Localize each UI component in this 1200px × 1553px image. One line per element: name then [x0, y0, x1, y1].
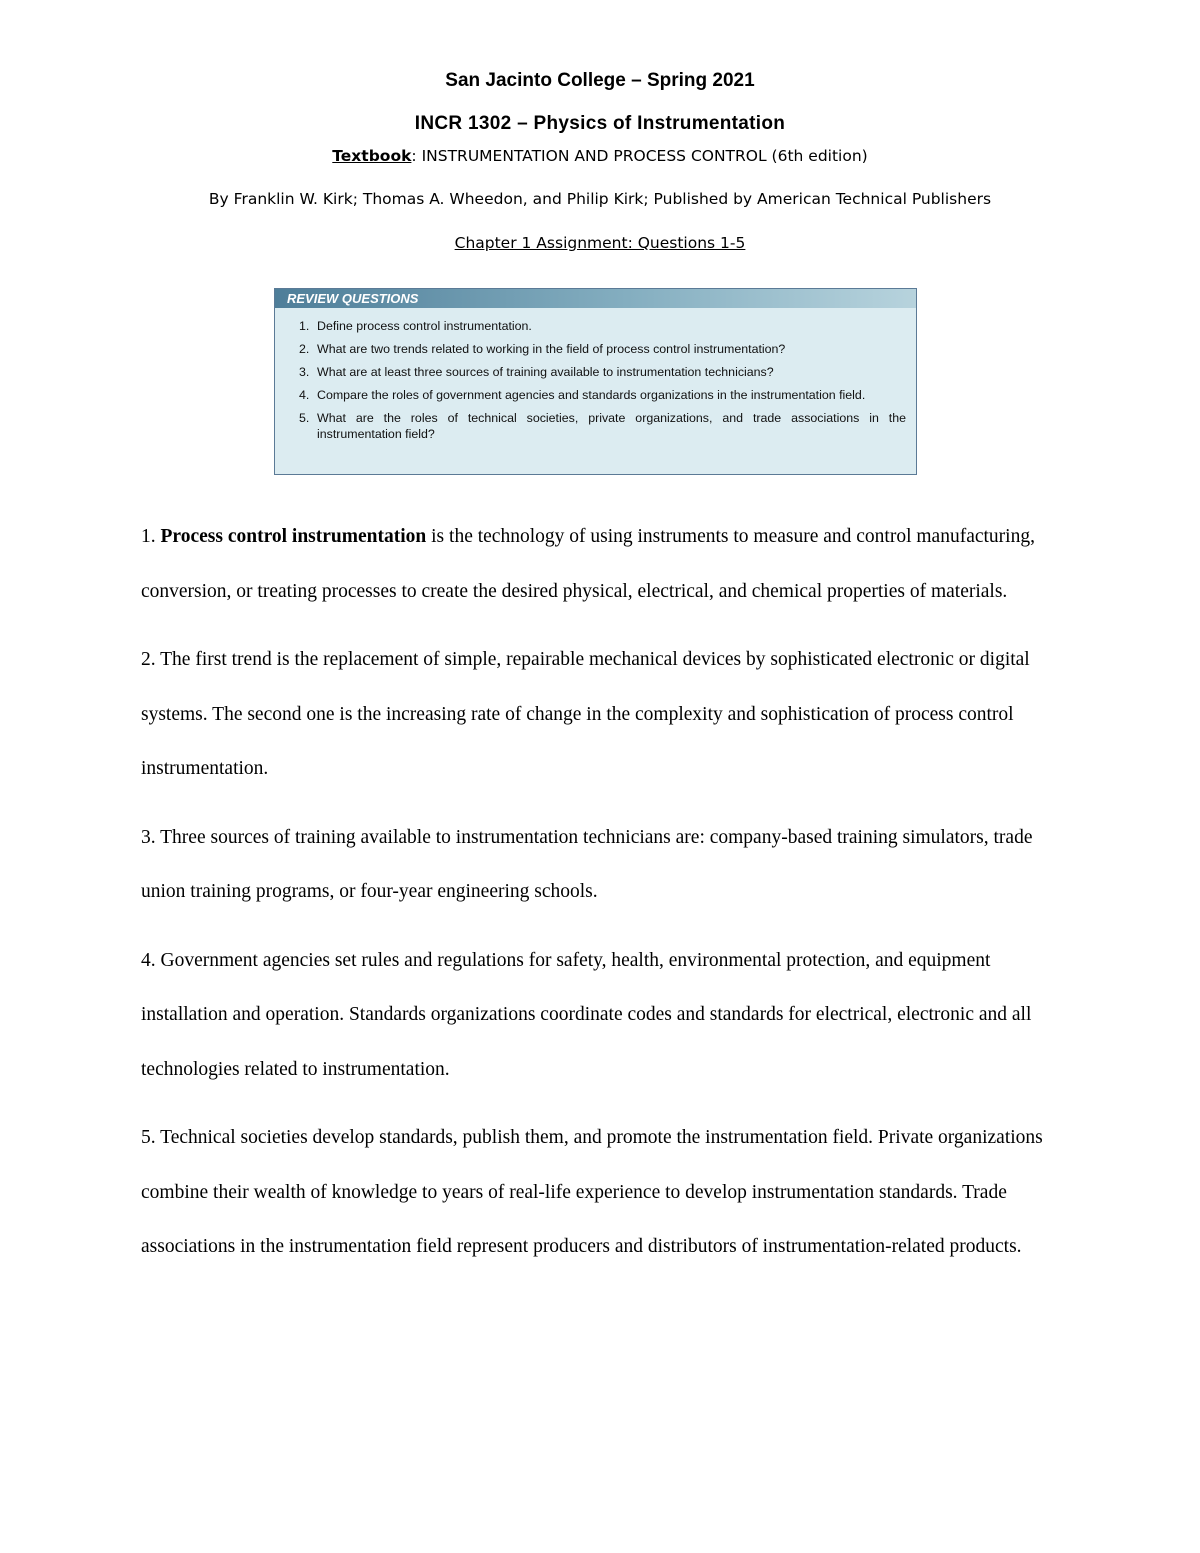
question-number: 5. [299, 411, 310, 425]
course-heading: INCR 1302 – Physics of Instrumentation [414, 113, 786, 134]
question-text: What are at least three sources of training available to instrumentation technicians? [317, 365, 774, 379]
answers-section [141, 510, 1061, 1291]
review-question [275, 364, 906, 380]
answer-3: 3. Three sources of training available to instrumentation technicians are: company-based training simulators, trade union training programs, or four-year engineering schools. [141, 826, 1033, 902]
textbook-title: : INSTRUMENTATION AND PROCESS CONTROL (6th edition) [411, 147, 868, 165]
review-question [275, 341, 906, 357]
assignment-title: Chapter 1 Assignment: Questions 1-5 [454, 234, 746, 252]
question-text: What are two trends related to working in the field of process control instrumentation? [317, 342, 786, 356]
authors-line: By Franklin W. Kirk; Thomas A. Wheedon, and Philip Kirk; Published by American Technical Publishers [208, 190, 992, 208]
answer-term: Process control instrumentation [160, 526, 427, 547]
review-question [275, 410, 906, 442]
review-question-list [275, 308, 916, 442]
question-text: Define process control instrumentation. [317, 319, 532, 333]
question-number: 4. [299, 388, 310, 402]
textbook-line [0, 147, 1200, 165]
review-question [275, 318, 906, 334]
question-text: What are the roles of technical societies, private organizations, and trade associations in the instrumentation field? [317, 411, 906, 441]
answer-number: 1. [141, 526, 161, 547]
answer-text: is the technology of using instruments to measure and control manufacturing, conversion, or treating processes to create the desired physical, electrical, and chemical properties of materials. [141, 526, 1035, 602]
question-text: Compare the roles of government agencies and standards organizations in the instrumentation field. [317, 388, 866, 402]
answer-5: 5. Technical societies develop standards, publish them, and promote the instrumentation field. Private organizations combine their wealth of knowledge to years of real-life experience to develop instrumentation standards. Trade associations in the instrumentation field represent producers and distributors of instrumentation-related products. [141, 1127, 1043, 1257]
review-question [275, 387, 906, 403]
review-questions-box [274, 288, 917, 475]
college-heading: San Jacinto College – Spring 2021 [445, 70, 755, 91]
answer-1 [141, 510, 1061, 619]
review-questions-heading: REVIEW QUESTIONS [275, 289, 916, 308]
question-number: 3. [299, 365, 310, 379]
textbook-label: Textbook [332, 147, 412, 165]
answer-4: 4. Government agencies set rules and regulations for safety, health, environmental protection, and equipment installation and operation. Standards organizations coordinate codes and standards for electrical, electronic and all technologies related to instrumentation. [141, 949, 1032, 1080]
answer-2: 2. The first trend is the replacement of simple, repairable mechanical devices by sophisticated electronic or digital systems. The second one is the increasing rate of change in the complexity and sophistication of process control instrumentation. [141, 649, 1030, 779]
question-number: 2. [299, 342, 310, 356]
question-number: 1. [299, 319, 310, 333]
